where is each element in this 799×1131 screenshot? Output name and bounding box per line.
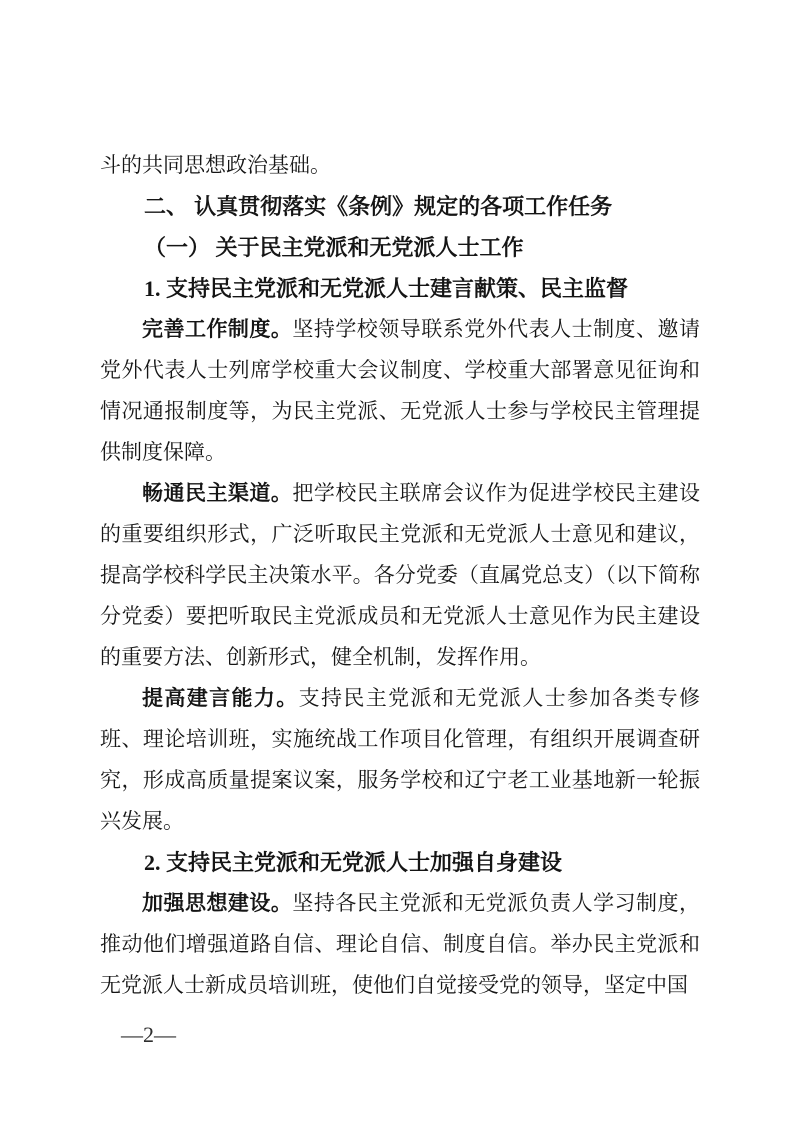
section-heading-level1: 二、 认真贯彻落实《条例》规定的各项工作任务: [144, 194, 613, 219]
paragraph-body-text: 坚持各民主党派和无党派负责人学习制度，推动他们增强道路自信、理论自信、制度自信。举办民主党派和无党派人士新成员培训班，使他们自觉接受党的领导，坚定中国: [100, 891, 700, 997]
paragraph-lead-phrase: 加强思想建设。: [142, 891, 293, 915]
paragraph-continuation: 斗的共同思想政治基础。: [100, 153, 331, 177]
paragraph-lead-phrase: 畅通民主渠道。: [142, 481, 293, 505]
section-heading-level3-item2: 2. 支持民主党派和无党派人士加强自身建设: [144, 850, 563, 875]
page-number: —2—: [121, 1022, 176, 1047]
paragraph-body-text: 支持民主党派和无党派人士参加各类专修班、理论培训班，实施统战工作项目化管理，有组织开展调查研究，形成高质量提案议案，服务学校和辽宁老工业基地新一轮振兴发展。: [100, 686, 700, 833]
paragraph: [100, 678, 700, 842]
paragraph-lead-phrase: 提高建言能力。: [142, 686, 299, 710]
section-heading-level2: （一） 关于民主党派和无党派人士工作: [144, 235, 524, 260]
paragraph-body-text: 坚持学校领导联系党外代表人士制度、邀请党外代表人士列席学校重大会议制度、学校重大部署意见征询和情况通报制度等，为民主党派、无党派人士参与学校民主管理提供制度保障。: [100, 317, 700, 464]
paragraph: [100, 883, 700, 1006]
paragraph-body-text: 把学校民主联席会议作为促进学校民主建设的重要组织形式，广泛听取民主党派和无党派人士意见和建议，提高学校科学民主决策水平。各分党委（直属党总支）（以下简称分党委）要把听取民主党派成员和无党派人士意见作为民主建设的重要方法、创新形式，健全机制，发挥作用。: [100, 481, 700, 669]
paragraph: [100, 309, 700, 473]
paragraph: [100, 473, 700, 678]
document-body: [100, 145, 700, 1006]
section-heading-level3-item1: 1. 支持民主党派和无党派人士建言献策、民主监督: [144, 276, 629, 301]
paragraph-lead-phrase: 完善工作制度。: [142, 317, 293, 341]
